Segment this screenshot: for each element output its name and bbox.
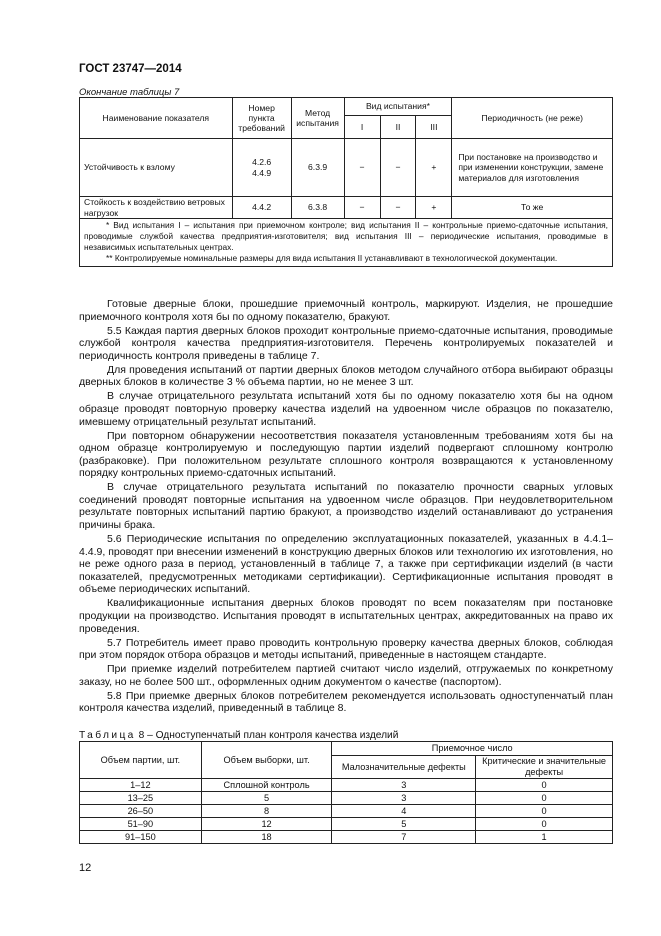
header-sample-size: Объем выборки, шт. (201, 742, 332, 779)
header-col-i: I (344, 116, 380, 139)
row-type-i: − (344, 139, 380, 197)
table-row (80, 831, 613, 844)
table8-caption-title: 8 – Одноступенчатый план контроля качества изделий (135, 730, 399, 741)
table-row (80, 139, 613, 197)
header-critical-defects: Критические и значительные дефекты (476, 756, 613, 779)
row-type-i: − (344, 197, 380, 219)
header-periodicity: Периодичность (не реже) (452, 98, 613, 139)
cell-critical: 0 (476, 818, 613, 831)
header-col-iii: III (416, 116, 452, 139)
cell-lot: 91–150 (80, 831, 202, 844)
table-7 (79, 97, 613, 267)
row-type-ii: − (380, 139, 416, 197)
header-acceptance: Приемочное число (332, 742, 613, 756)
paragraph: В случае отрицательного результата испытаний по показателю прочности сварных угловых соединений проводят повторные испытания на удвоенном числе образцов. При неудовлетворительном результате повторных испытаний партию бракуют, а производство изделий останавливают до устранения причины брака. (79, 481, 613, 532)
table7-caption: Окончание таблицы 7 (79, 87, 180, 98)
table-row (80, 792, 613, 805)
header-lot-size: Объем партии, шт. (80, 742, 202, 779)
cell-critical: 1 (476, 831, 613, 844)
row-type-ii: − (380, 197, 416, 219)
paragraph: 5.6 Периодические испытания по определению эксплуатационных показателей, указанных в 4.4.1–4.4.9, проводят при внесении изменений в конструкцию дверных блоков или технологию их изготовления, но не реже одного раза в период, установленный в таблице 7, а также при сертификации изделий (в части показателей, предусмотренных методиками сертификации). Сертификационные испытания проводят в объеме периодических испытаний. (79, 533, 613, 596)
cell-lot: 26–50 (80, 805, 202, 818)
paragraph: Квалификационные испытания дверных блоков проводят по всем показателям при постановке продукции на производство. Испытания проводят в испытательных центрах, аккредитованных на право их проведения. (79, 597, 613, 635)
table-row (80, 805, 613, 818)
body-text (79, 298, 613, 716)
cell-critical: 0 (476, 805, 613, 818)
cell-lot: 13–25 (80, 792, 202, 805)
cell-sample: 5 (201, 792, 332, 805)
paragraph: В случае отрицательного результата испытаний хотя бы по одному показателю хотя бы на одном образце проводят повторную проверку качества изделий на удвоенном числе образцов по показателю, имевшему отрицательный результат испытаний. (79, 390, 613, 428)
table-row (80, 818, 613, 831)
cell-sample: 12 (201, 818, 332, 831)
cell-sample: Сплошной контроль (201, 779, 332, 792)
table7-notes-row (80, 219, 613, 267)
row-req: 4.2.6 4.4.9 (232, 139, 291, 197)
row-type-iii: + (416, 197, 452, 219)
cell-critical: 0 (476, 779, 613, 792)
row-type-iii: + (416, 139, 452, 197)
cell-minor: 3 (332, 779, 476, 792)
table-row (80, 197, 613, 219)
row-req: 4.4.2 (232, 197, 291, 219)
paragraph: 5.7 Потребитель имеет право проводить контрольную проверку качества дверных блоков, соблюдая при этом порядок отбора образцов и методы испытаний, приведенные в настоящем стандарте. (79, 636, 613, 662)
paragraph: При повторном обнаружении несоответствия показателя установленным требованиям хотя бы на одном образце контролируемую и последующую партии изделий подвергают сплошному контролю (разбраковке). При положительном результате сплошного контроля возвращаются к установленному порядку контрольных приемо-сдаточных испытаний. (79, 429, 613, 480)
table-8 (79, 741, 613, 844)
row-method: 6.3.9 (291, 139, 344, 197)
row-periodicity: То же (452, 197, 613, 219)
header-method: Метод испытания (291, 98, 344, 139)
header-test-type: Вид испытания* (344, 98, 452, 116)
row-name: Устойчивость к взлому (80, 139, 233, 197)
footnote-1: * Вид испытания I – испытания при приемочном контроле; вид испытания II – контрольные приемо-сдаточные испытания, проводимые службой качества предприятия-изготовителя; вид испытания III – периодические испытания, проводимые в независимых испытательных центрах. (84, 220, 608, 252)
table7-notes (80, 219, 613, 267)
cell-minor: 5 (332, 818, 476, 831)
header-req-number: Номер пункта требований (232, 98, 291, 139)
table-row (80, 779, 613, 792)
cell-sample: 18 (201, 831, 332, 844)
page-number: 12 (79, 862, 92, 874)
paragraph: 5.5 Каждая партия дверных блоков проходит контрольные приемо-сдаточные испытания, проводимые службой контроля качества предприятия-изготовителя. Перечень контролируемых показателей и периодичность контроля приведены в таблице 7. (79, 324, 613, 362)
cell-minor: 3 (332, 792, 476, 805)
document-header: ГОСТ 23747—2014 (79, 63, 182, 75)
table8-header-row (80, 742, 613, 756)
row-periodicity: При постановке на производство и при изменении конструкции, замене материалов для изготовления (452, 139, 613, 197)
cell-lot: 51–90 (80, 818, 202, 831)
row-method: 6.3.8 (291, 197, 344, 219)
cell-sample: 8 (201, 805, 332, 818)
header-col-ii: II (380, 116, 416, 139)
paragraph: Для проведения испытаний от партии дверных блоков методом случайного отбора выбирают образцы дверных блоков в количестве 3 % объема партии, но не менее 3 шт. (79, 363, 613, 389)
header-minor-defects: Малозначительные дефекты (332, 756, 476, 779)
row-name: Стойкость к воздействию ветровых нагрузок (80, 197, 233, 219)
paragraph: 5.8 При приемке дверных блоков потребителем рекомендуется использовать одноступенчатый план контроля качества изделий, приведенный в таблице 8. (79, 689, 613, 715)
cell-critical: 0 (476, 792, 613, 805)
paragraph: Готовые дверные блоки, прошедшие приемочный контроль, маркируют. Изделия, не прошедшие приемочного контроля хотя бы по одному показателю, бракуют. (79, 298, 613, 323)
footnote-2: ** Контролируемые номинальные размеры для вида испытания II устанавливают в технологической документации. (106, 252, 558, 263)
paragraph: При приемке изделий потребителем партией считают число изделий, отгружаемых по конкретному заказу, но не более 500 шт., оформленных одним документом о качестве (паспортом). (79, 663, 613, 688)
cell-minor: 4 (332, 805, 476, 818)
cell-minor: 7 (332, 831, 476, 844)
table8-caption-label: Таблица (79, 730, 136, 741)
cell-lot: 1–12 (80, 779, 202, 792)
header-name: Наименование показателя (80, 98, 233, 139)
table8-caption (79, 730, 398, 741)
table7-header-row (80, 98, 613, 116)
